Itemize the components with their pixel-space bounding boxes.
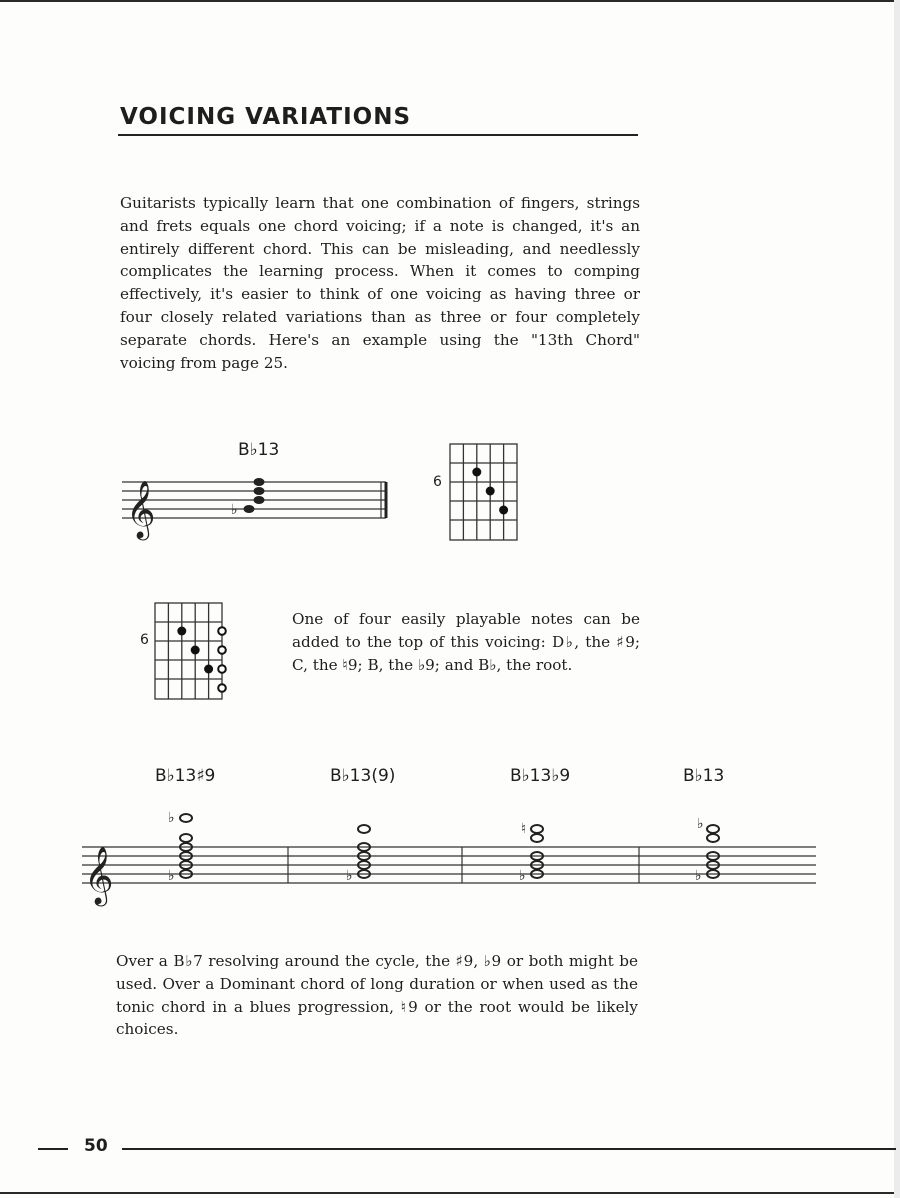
variation-chord-notes-3 bbox=[531, 825, 543, 878]
example-staff bbox=[118, 468, 393, 540]
fretboard-diagram-1 bbox=[449, 443, 521, 543]
footer-rule-right bbox=[122, 1148, 896, 1150]
svg-text:♭: ♭ bbox=[697, 816, 704, 832]
treble-clef-icon: 𝄞 bbox=[126, 480, 156, 538]
svg-text:♭: ♭ bbox=[346, 868, 353, 884]
heading-rule bbox=[118, 134, 638, 136]
example-chord-notes bbox=[231, 478, 265, 518]
variation-chord-notes-2 bbox=[358, 825, 370, 878]
page-number: 50 bbox=[84, 1136, 108, 1156]
svg-text:♭: ♭ bbox=[168, 868, 175, 884]
fret-marker-1: 6 bbox=[433, 474, 442, 490]
footer-rule-left bbox=[38, 1148, 68, 1150]
svg-text:♭: ♭ bbox=[168, 810, 175, 826]
fretboard-diagram-2 bbox=[154, 602, 232, 702]
variation-paragraph: One of four easily playable notes can be added to the top of this voicing: D♭, the ♯9; C, the ♮9; B, the ♭9; and B♭, the root. bbox=[292, 610, 640, 674]
svg-text:♭: ♭ bbox=[519, 868, 526, 884]
svg-text:♭: ♭ bbox=[695, 868, 702, 884]
variations-staff bbox=[78, 800, 823, 904]
page-edge bbox=[894, 0, 900, 1198]
section-heading: VOICING VARIATIONS bbox=[120, 104, 412, 130]
intro-paragraph: Guitarists typically learn that one combination of fingers, strings and frets equals one chord voicing; if a note is changed, it's an entirely different chord. This can be misleading, and needlessly complicates the learning process. When it comes to comping effectively, it's easier to think of one voicing as having three or four closely related variations than as three or four completely separate chords. Here's an example using the "13th Chord" voicing from page 25. bbox=[120, 194, 640, 372]
closing-paragraph: Over a B♭7 resolving around the cycle, the ♯9, ♭9 or both might be used. Over a Dominant chord of long duration or when used as the tonic chord in a blues progression, ♮9 or the root would be likely choices. bbox=[116, 952, 638, 1039]
variation-chord-label-2: B♭13(9) bbox=[330, 766, 396, 786]
svg-text:♮: ♮ bbox=[521, 821, 527, 837]
treble-clef-icon: 𝄞 bbox=[84, 846, 114, 904]
example-chord-label: B♭13 bbox=[238, 440, 280, 460]
variation-chord-label-3: B♭13♭9 bbox=[510, 766, 571, 786]
variation-chord-notes-4 bbox=[707, 825, 719, 878]
svg-text:♭: ♭ bbox=[231, 502, 238, 518]
variation-chord-label-1: B♭13♯9 bbox=[155, 766, 216, 786]
variation-chord-label-4: B♭13 bbox=[683, 766, 725, 786]
fret-marker-2: 6 bbox=[140, 632, 149, 648]
